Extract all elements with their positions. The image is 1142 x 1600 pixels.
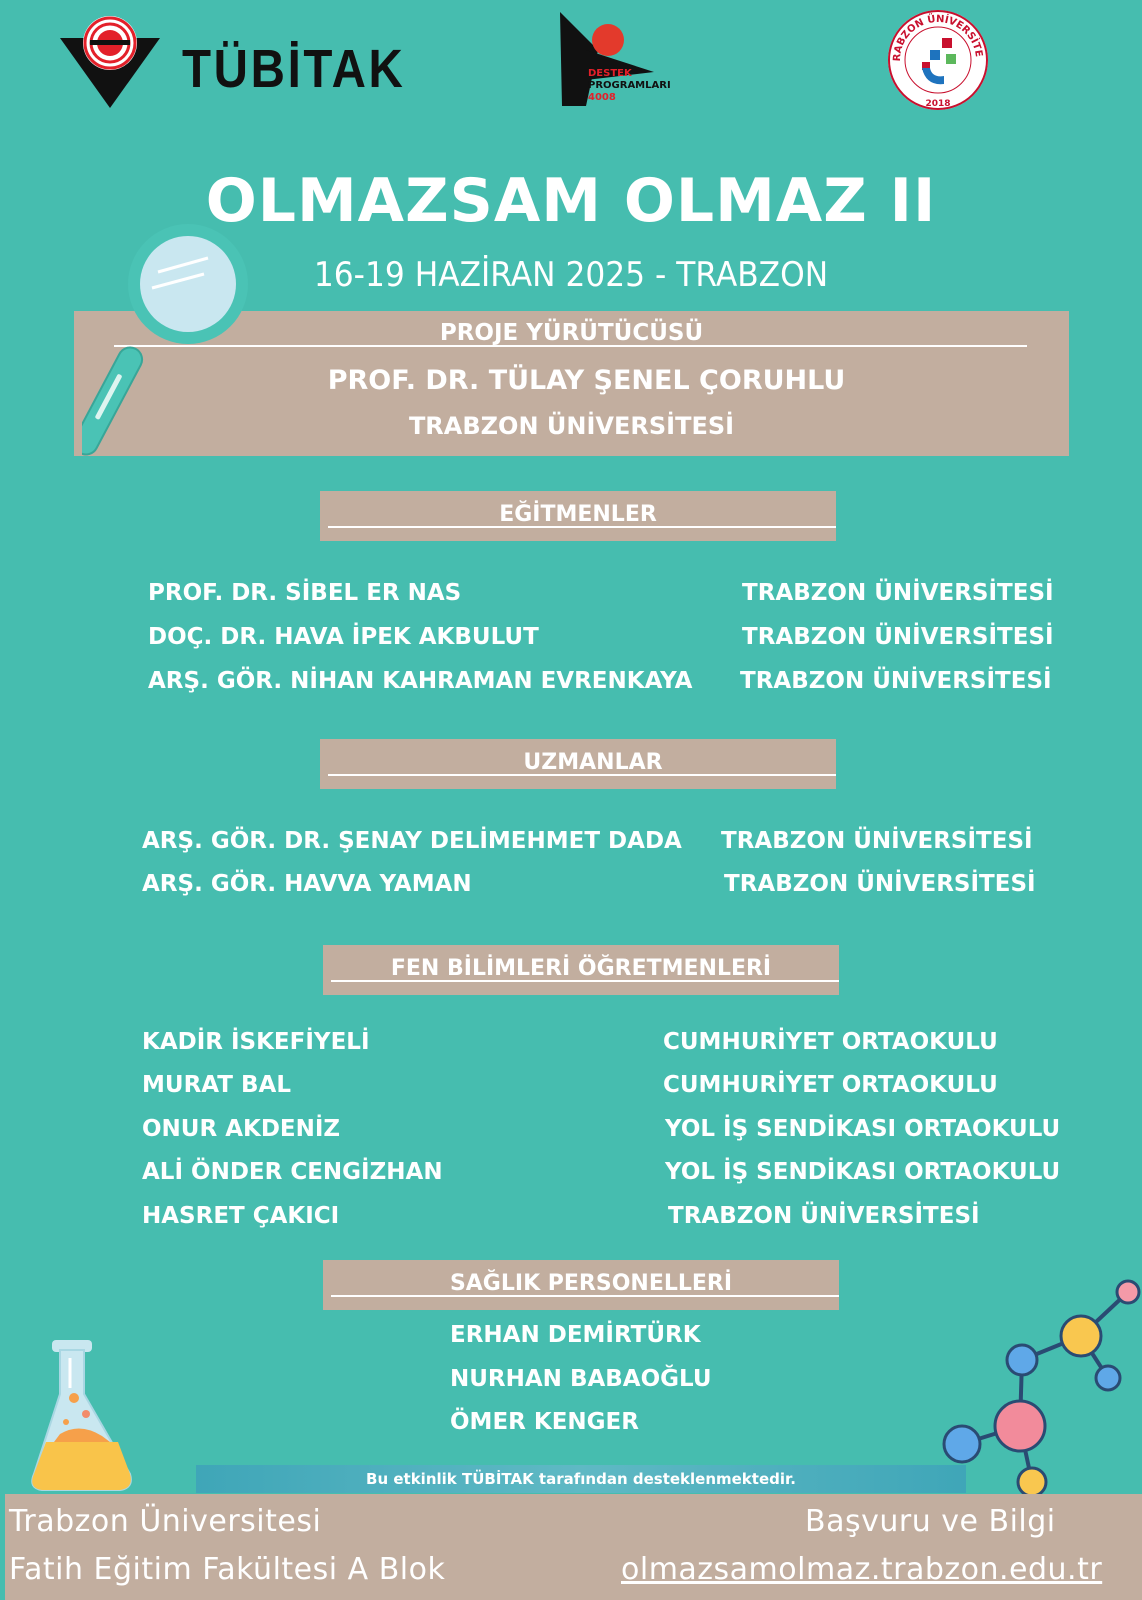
health-band [323,1260,839,1310]
teacher-name: HASRET ÇAKICI [142,1203,340,1229]
footer-application-label: Başvuru ve Bilgi [805,1504,1056,1539]
trabzon-university-logo [886,8,990,112]
molecule-icon [936,1272,1142,1502]
teacher-name: ALİ ÖNDER CENGİZHAN [142,1159,443,1185]
footer-university: Trabzon Üniversitesi [9,1504,322,1539]
teacher-school: CUMHURİYET ORTAOKULU [663,1029,998,1055]
support-note: Bu etkinlik TÜBİTAK tarafından desteklenmektedir. [196,1465,966,1493]
seal-ring-text: RABZON ÜNİVERSİTE [891,13,984,62]
teachers-band [323,945,839,995]
project-lead-institution: TRABZON ÜNİVERSİTESİ [408,412,735,440]
destek-label: DESTEK [588,68,632,79]
health-staff-name: ERHAN DEMİRTÜRK [450,1322,701,1348]
trainers-band [320,491,836,541]
destek-programlari-logo [558,10,671,110]
flask-icon [30,1338,150,1498]
experts-band [320,739,836,789]
trainer-institution: TRABZON ÜNİVERSİTESİ [740,668,1052,694]
trainers-heading: EĞİTMENLER [499,502,657,527]
health-staff-name: NURHAN BABAOĞLU [450,1366,712,1392]
teacher-school: TRABZON ÜNİVERSİTESİ [668,1203,980,1229]
expert-name: ARŞ. GÖR. DR. ŞENAY DELİMEHMET DADA [142,828,682,854]
project-lead-name: PROF. DR. TÜLAY ŞENEL ÇORUHLU [327,365,846,396]
teacher-name: KADİR İSKEFİYELİ [142,1029,370,1055]
experts-heading: UZMANLAR [523,750,663,775]
magnifying-glass-icon [82,222,262,462]
tubitak-emblem-icon [58,8,162,112]
tubitak-wordmark: TÜBİTAK [182,39,406,99]
trainer-name: DOÇ. DR. HAVA İPEK AKBULUT [148,624,539,650]
university-seal-icon [886,8,990,112]
expert-institution: TRABZON ÜNİVERSİTESİ [724,871,1036,897]
teacher-school: YOL İŞ SENDİKASI ORTAOKULU [665,1116,1061,1142]
teacher-school: CUMHURİYET ORTAOKULU [663,1072,998,1098]
teachers-heading: FEN BİLİMLERİ ÖĞRETMENLERİ [390,956,772,981]
project-lead-heading: PROJE YÜRÜTÜCÜSÜ [439,320,704,346]
expert-name: ARŞ. GÖR. HAVVA YAMAN [142,871,472,897]
trainer-institution: TRABZON ÜNİVERSİTESİ [742,624,1054,650]
expert-institution: TRABZON ÜNİVERSİTESİ [721,828,1033,854]
trainer-name: PROF. DR. SİBEL ER NAS [148,580,462,606]
program-number: 4008 [588,92,616,103]
event-date-location: 16-19 HAZİRAN 2025 - TRABZON [313,255,829,295]
teacher-school: YOL İŞ SENDİKASI ORTAOKULU [665,1159,1061,1185]
tubitak-logo [58,8,406,112]
footer-address: Fatih Eğitim Fakültesi A Blok [9,1552,446,1587]
programlari-label: PROGRAMLARI [588,80,671,91]
teacher-name: MURAT BAL [142,1072,291,1098]
teacher-name: ONUR AKDENİZ [142,1116,341,1142]
health-staff-name: ÖMER KENGER [450,1409,639,1435]
health-heading: SAĞLIK PERSONELLERİ [449,1271,733,1296]
seal-year: 2018 [925,99,951,109]
footer-website-link[interactable]: olmazsamolmaz.trabzon.edu.tr [621,1552,1103,1587]
footer-band [5,1494,1142,1600]
trainer-name: ARŞ. GÖR. NİHAN KAHRAMAN EVRENKAYA [148,668,693,694]
trainer-institution: TRABZON ÜNİVERSİTESİ [742,580,1054,606]
event-title: OLMAZSAM OLMAZ II [205,166,937,236]
